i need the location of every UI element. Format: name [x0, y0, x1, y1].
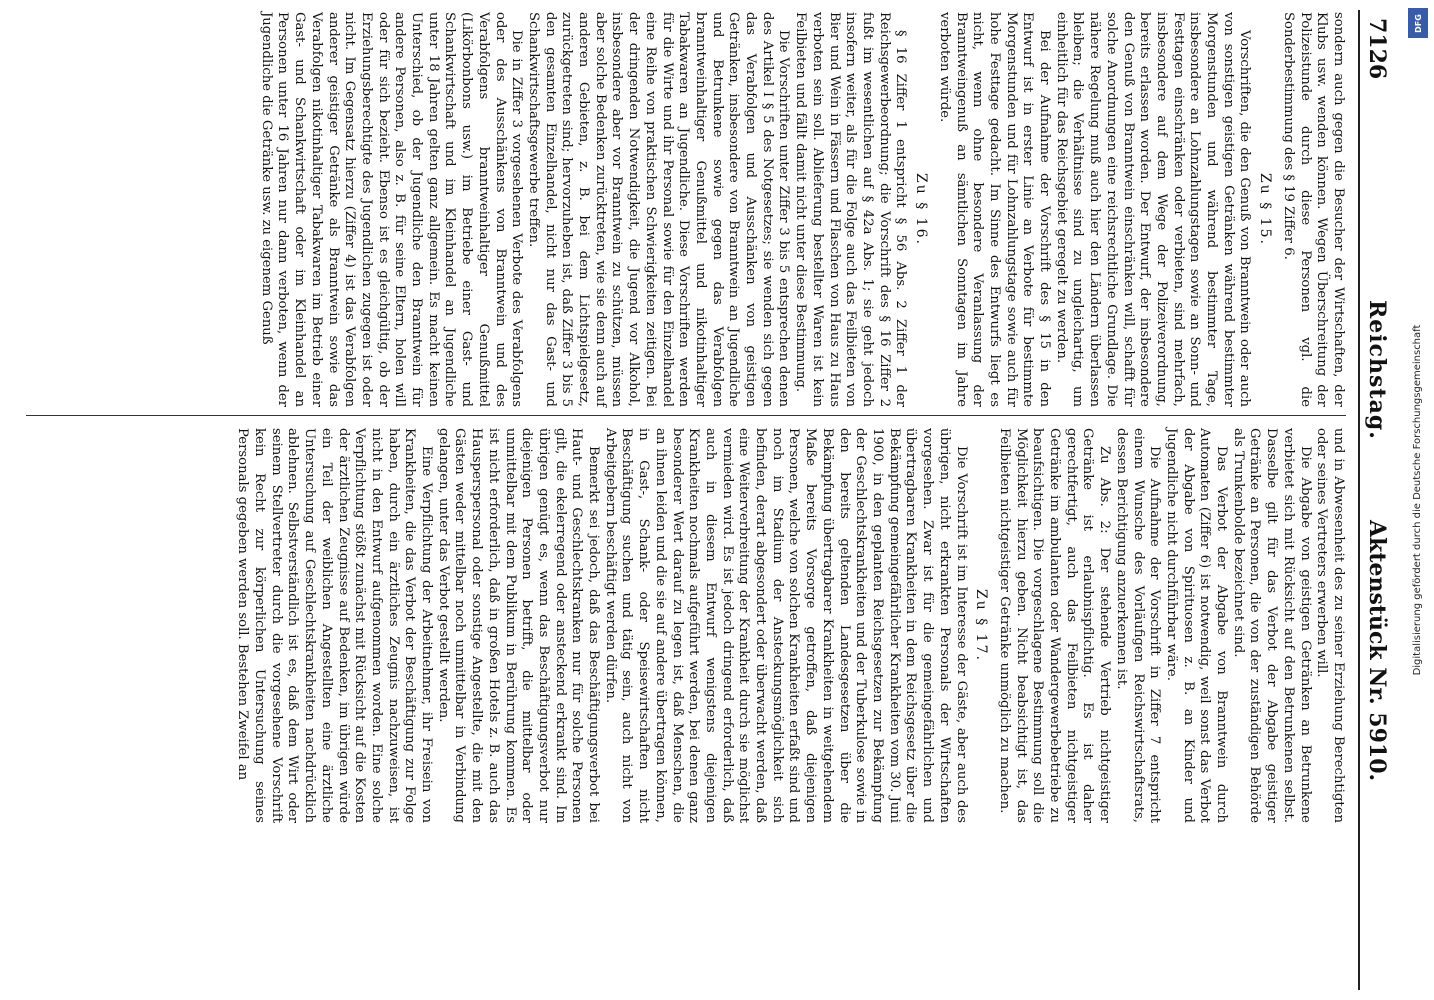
right-paragraph: Zu Abs. 2: Der stehende Vertrieb nichtgeistiger Getränke ist erlaubnispflichtig. Es ist daher gerechtfertigt, auch das Feilbieten nichtgeistiger Getränke im ambulanten oder Wandergewerbebetriebe zu beaufsichtigen. Die vorgeschlagene Bestimmung soll die Möglichkeit hierzu geben. Nicht beabsichtigt ist, das Feilbieten nichtgeistiger Getränke unmöglich zu machen. [996, 428, 1113, 823]
left-paragraph: Die Vorschriften unter Ziffer 3 bis 5 entsprechen denen des Artikel I § 5 des Notgesetzes; sie wenden sich gegen das Verabfolgen und Ausschänken von geistigen Getränken, insbesondere von Branntwein an Jugendliche und Betrunkene sowie gegen das Verabfolgen branntweinhaltiger Genußmittel und nikotinhaltiger Tabakwaren an Jugendliche. Diese Vorschriften werden für die Wirte und ihr Personal sowie für den Einzelhandel eine Reihe von praktischen Schwierigkeiten zeitigen. Bei der dringenden Notwendigkeit, die Jugend vor Alkohol, insbesondere aber vor Branntwein zu schützen, müssen aber solche Bedenken zurücktreten, wie sie denn auch auf anderen Gebieten, z. B. bei dem Lichtspielgesetz, zurückgetreten sind; hervorzuheben ist, daß Ziffer 3 bis 5 den gesamten Einzelhandel, nicht nur das Gast- und Schankwirtschaftsgewerbe treffen. [525, 12, 792, 407]
funding-note: Digitalisierung gefördert durch die Deutsche Forschungsgemeinschaft [1412, 324, 1423, 676]
left-paragraph: Vorschriften, die den Genuß von Branntwein oder auch von sonstigen geistigen Getränken während bestimmter Morgenstunden und während bestimmter Tage, insbesondere an Lohnzahlungstagen sowie an Sonn- und Festtagen einschränken oder verbieten, sind mehrfach, insbesondere auf dem Wege der Polizeiverordnung, bereits erlassen worden. Der Entwurf, der insbesondere den Genuß von Branntwein einschränken will, schafft für solche Anordnungen eine reichsrechtliche Grundlage. Die nähere Regelung muß auch hier den Ländern überlassen bleiben; die Verhältnisse sind zu ungleichartig, um einheitlich für das Reichsgebiet geregelt zu werden. [1053, 12, 1253, 407]
right-paragraph: und in Abwesenheit des zu seiner Erziehung Berechtigten oder seines Vertreters erwerben will. [1314, 428, 1346, 823]
right-paragraph: Bemerkt sei jedoch, daß das Beschäftigungsverbot bei Haut- und Geschlechtskranken nur für solche Personen gilt, die ekelerregend oder ansteckend erkrankt sind. Im übrigen genügt es, wenn das Beschäftigungsverbot nur diejenigen Personen betrifft, die mittelbar oder unmittelbar mit dem Publikum in Berührung kommen. Es ist nicht erforderlich, daß in großen Hotels z. B. auch das Hausperspersonal oder sonstige Angestellte, die mit den Gästen weder mittelbar noch unmittelbar in Verbindung gelangen, unter das Verbot gestellt werden. [435, 428, 602, 823]
column-divider [26, 415, 1346, 416]
right-paragraph: Die Abgabe von geistigen Getränken an Betrunkene verbietet sich mit Rücksicht auf den Betrunkenen selbst. Dasselbe gilt für das Verbot der Abgabe geistiger Getränke an Personen, die von der zuständigen Behörde als Trunkenbolde bezeichnet sind. [1230, 428, 1313, 823]
left-paragraph: Die in Ziffer 3 vorgesehenen Verbote des Verabfolgens oder des Ausschänkens von Branntwein und des Verabfolgens branntweinhaltiger Genußmittel (Likörbonbons usw.) im Betriebe einer Gast- und Schankwirtschaft und im Kleinhandel an Jugendliche unter 18 Jahren gelten ganz allgemein. Es macht keinen Unterschied, ob der Jugendliche den Branntwein für andere Personen, also z. B. für seine Eltern, holen will oder für sich bezieht. Ebenso ist es gleichgültig, ob der Erziehungsberechtigte des Jugendlichen zugegen ist oder nicht. Im Gegensatz hierzu (Ziffer 4) ist das Verabfolgen anderer geistiger Getränke als Branntwein sowie das Verabfolgen nikotinhaltiger Tabakwaren im Betrieb einer Gast- und Schankwirtschaft oder im Kleinhandel an Personen unter 16 Jahren nur dann verboten, wenn der Jugendliche die Getränke usw. zu eigenem Genuß [258, 12, 525, 407]
left-section-heading: Zu § 16. [913, 173, 930, 246]
page-header [1350, 0, 1390, 1000]
right-section-heading: Zu § 17. [973, 589, 990, 662]
left-column [257, 12, 1346, 407]
right-column [234, 428, 1346, 823]
header-rule [1358, 10, 1360, 990]
page-title: Reichstag. [1364, 300, 1390, 440]
left-paragraph: § 16 Ziffer 1 entspricht § 56 Abs. 2 Ziffer 1 der Reichsgewerbeordnung; die Vorschrift des § 16 Ziffer 2 fußt im wesentlichen auf § 42a Abs. 1; sie geht jedoch insofern weiter, als für die Folge auch das Feilbieten von Bier und Wein in Fässern und Flaschen von Haus zu Haus verboten sein soll. Ablieferung bestellter Waren ist kein Feilbieten und fällt damit nicht unter diese Bestimmung. [793, 12, 909, 407]
right-paragraph: Eine Verpflichtung der Arbeitnehmer, ihr Freisein von Krankheiten, die das Verbot der Beschäftigung zur Folge haben, durch ein ärztliches Zeugnis nachzuweisen, ist nicht in den Entwurf aufgenommen worden. Eine solche Verpflichtung stößt zunächst mit Rücksicht auf die Kosten der ärztlichen Zeugnisse auf Bedenken, im übrigen würde ein Teil der weiblichen Angestellten eine ärztliche Untersuchung auf Geschlechtskrankheiten nachdrücklich ablehnen. Selbstverständlich ist es, daß dem Wirt oder seinem Stellvertreter durch die vorgesehene Vorschrift kein Recht zur körperlichen Untersuchung seines Personals gegeben werden soll. Bestehen Zweifel an [235, 428, 435, 823]
left-section-heading: Zu § 15. [1257, 173, 1274, 246]
document-number: Aktenstück Nr. 5910. [1364, 520, 1390, 782]
right-paragraph: Die Vorschrift ist im Interesse der Gäste, aber auch des übrigen, nicht erkrankten Personals der Wirtschaften vorgesehen. Zwar ist für die gemeingefährlichen und übertragbaren Krankheiten in dem Reichsgesetz über die Bekämpfung gemeingefährlicher Krankheiten vom 30. Juni 1900, in den geplanten Reichsgesetzen zur Bekämpfung der Geschlechtskrankheiten und der Tuberkulose sowie in den bereits geltenden Landesgesetzen über die Bekämpfung übertragbarer Krankheiten in weitgehendem Maße bereits Vorsorge getroffen, daß diejenigen Personen, welche von solchen Krankheiten erfaßt sind und noch im Stadium der Ansteckungsmöglichkeit sich befinden, derart abgesondert oder überwacht werden, daß eine Weiterverbreitung der Krankheit durch sie möglichst vermieden wird. Es ist jedoch dringend erforderlich, daß auch in diesem Entwurf wenigstens diejenigen Krankheiten nochmals aufgeführt werden, bei denen ganz besonderer Wert darauf zu legen ist, daß Menschen, die an ihnen leiden und die sie auf andere übertragen können, in Gast-, Schank- oder Speisewirtschaften nicht Beschäftigung suchen und tätig sein, auch nicht von Arbeitgebern beschäftigt werden dürfen. [602, 428, 969, 824]
right-paragraph: Die Aufnahme der Vorschrift in Ziffer 7 entspricht einem Wunsche des Vorläufigen Reichswirtschaftsrats, dessen Berichtigung anzuerkennen ist. [1113, 428, 1163, 823]
side-note [1406, 0, 1430, 1000]
left-paragraph: Bei der Aufnahme der Vorschrift des § 15 in den Entwurf ist in erster Linie an Verbote für bestimmte Morgenstunden und für Lohnzahlungstage sowie auch für hohe Festtage gedacht. Im Sinne des Entwurfs liegt es nicht, wenn ohne besondere Veranlassung der Branntweingenuß an sämtlichen Sonntagen im Jahre verboten würde. [936, 12, 1053, 407]
dfg-logo: DFG [1408, 8, 1428, 38]
left-paragraph: sondern auch gegen die Besucher der Wirtschaften, der Klubs usw. wenden können. Wegen Überschreitung der Polizeistunde durch diese Personen vgl. die Sonderbestimmung des § 19 Ziffer 6. [1280, 12, 1346, 407]
page-number: 7126 [1364, 18, 1390, 80]
right-paragraph: Das Verbot der Abgabe von Branntwein durch Automaten (Ziffer 6) ist notwendig, weil sonst das Verbot der Abgabe von Spirituosen z. B. an Kinder und Jugendliche nicht durchführbar wäre. [1163, 428, 1230, 823]
